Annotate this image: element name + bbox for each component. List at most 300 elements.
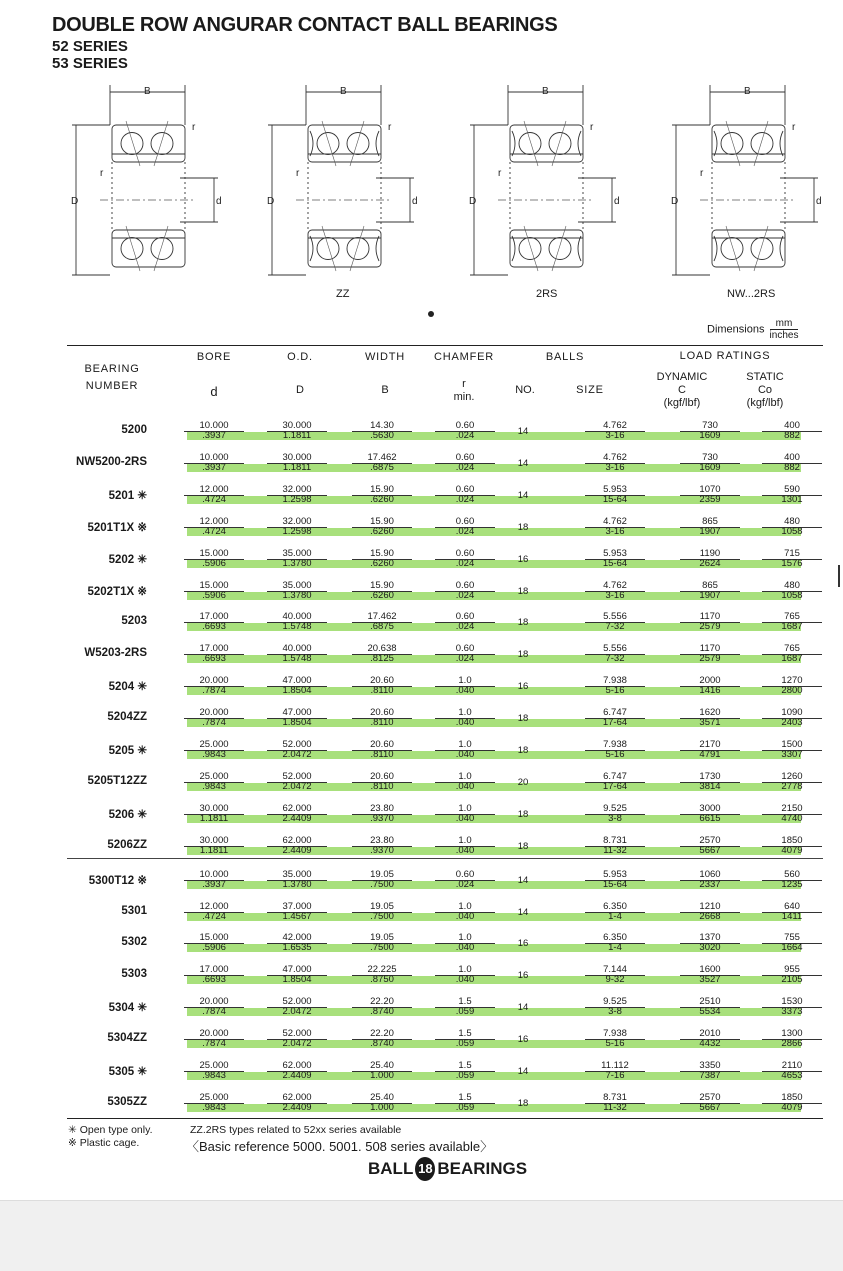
lower-contact-line-left	[524, 226, 538, 271]
chamfer-mm-value: 1.0	[435, 902, 495, 913]
width-inch-value: .7500	[370, 910, 394, 922]
upper-ball-left	[121, 133, 143, 155]
dyn-mm-value: 2570	[680, 1093, 740, 1104]
width-mm-value: 15.90	[352, 485, 412, 496]
sta-mm-value: 765	[762, 612, 822, 623]
bore-mm-value: 20.000	[184, 1029, 244, 1040]
bearing-number: 5302	[121, 936, 147, 949]
diagram-caption-zz: ZZ	[336, 288, 350, 300]
chamfer-inch-value: .059	[455, 1101, 475, 1113]
dyn-mm-value: 730	[680, 421, 740, 432]
od-inch-value: 1.2598	[282, 525, 312, 537]
dyn-mm-value: 1620	[680, 708, 740, 719]
col-header-size: SIZE	[576, 384, 604, 396]
units-fraction	[770, 318, 799, 341]
table-row	[67, 799, 823, 831]
bore-mm-value: 20.000	[184, 708, 244, 719]
lower-shield-left	[310, 236, 313, 261]
dyn-inch-value: 1907	[699, 589, 721, 601]
width-mm-value: 19.05	[352, 902, 412, 913]
od-mm-value: 62.000	[267, 1061, 327, 1072]
bearing-number: 5206ZZ	[107, 838, 147, 851]
size-inch-value: 1-4	[608, 910, 622, 922]
sta-inch-value: 4653	[781, 1070, 803, 1081]
lower-ball-right	[549, 238, 571, 260]
chamfer-mm-value: 1.0	[435, 676, 495, 687]
dyn-mm-value: 1170	[680, 612, 740, 623]
size-mm-value: 4.762	[585, 517, 645, 528]
ball-count: 14	[517, 489, 529, 501]
chamfer-r-label-side: r	[100, 168, 104, 179]
od-mm-value: 35.000	[267, 549, 327, 560]
size-mm-value: 5.556	[585, 644, 645, 655]
sta-mm-value: 1260	[762, 772, 822, 783]
chamfer-inch-value: .040	[455, 812, 475, 824]
d-inner-label: d	[816, 196, 822, 207]
bearing-number: 5205T12ZZ	[87, 774, 147, 787]
bearing-number: 5200	[121, 424, 147, 436]
width-mm-value: 20.60	[352, 772, 412, 783]
od-inch-value: 1.1811	[282, 461, 312, 473]
size-mm-value: 4.762	[585, 581, 645, 592]
chamfer-mm-value: 1.5	[435, 1029, 495, 1040]
size-mm-value: 5.953	[585, 870, 645, 881]
lower-contact-line-right	[754, 226, 768, 271]
width-mm-value: 17.462	[352, 612, 412, 623]
od-mm-value: 47.000	[267, 708, 327, 719]
chamfer-inch-value: .040	[455, 749, 475, 760]
size-mm-value: 9.525	[585, 804, 645, 815]
bore-inch-value: .6693	[202, 653, 226, 665]
size-inch-value: 17-64	[602, 717, 628, 729]
upper-contact-line-left	[726, 121, 740, 166]
upper-shield-left	[310, 131, 313, 156]
bearing-number: NW5200-2RS	[76, 455, 147, 468]
chamfer-r-label-side: r	[296, 168, 300, 179]
od-inch-value: 1.3780	[282, 589, 312, 601]
od-inch-value: 1.3780	[282, 878, 312, 890]
size-mm-value: 7.144	[585, 965, 645, 976]
chamfer-inch-value: .024	[455, 878, 475, 890]
od-mm-value: 40.000	[267, 612, 327, 623]
bore-mm-value: 17.000	[184, 612, 244, 623]
chamfer-mm-value: 0.60	[435, 549, 495, 560]
chamfer-mm-value: 1.5	[435, 1093, 495, 1104]
bore-inch-value: .7874	[202, 685, 226, 697]
chamfer-inch-value: .040	[455, 974, 475, 986]
sta-inch-value: 2800	[781, 685, 803, 697]
size-inch-value: 7-32	[605, 621, 625, 633]
lower-shield-right	[780, 236, 783, 261]
width-inch-value: .7500	[370, 878, 394, 890]
bearing-number: 5203	[121, 615, 147, 628]
width-inch-value: .6875	[370, 461, 394, 473]
sta-inch-value: 882	[784, 430, 800, 441]
chamfer-r-label-side: r	[700, 168, 704, 179]
width-inch-value: .8110	[370, 685, 394, 697]
b-label: B	[340, 86, 347, 97]
bore-inch-value: .9843	[202, 780, 226, 792]
table-row	[67, 865, 823, 897]
table-row	[67, 928, 823, 960]
sta-mm-value: 765	[762, 644, 822, 655]
col-header-balls: BALLS	[545, 351, 585, 363]
ball-count: 16	[517, 553, 529, 565]
brand-right-text: BEARINGS	[437, 1159, 528, 1178]
bearing-number: 5303	[121, 968, 147, 981]
sta-mm-value: 1500	[762, 740, 822, 751]
size-mm-value: 7.938	[585, 740, 645, 751]
sta-mm-value: 560	[762, 870, 822, 881]
col-header-static: STATIC	[746, 371, 784, 383]
ball-count: 18	[517, 521, 529, 533]
size-inch-value: 5-16	[605, 685, 625, 697]
dyn-mm-value: 1070	[680, 485, 740, 496]
ball-count: 14	[517, 1066, 529, 1077]
size-inch-value: 3-16	[605, 589, 625, 601]
bore-mm-value: 12.000	[184, 902, 244, 913]
brand-footer	[368, 1157, 527, 1181]
chamfer-mm-value: 0.60	[435, 644, 495, 655]
col-unit-dynamic: (kgf/lbf)	[663, 397, 701, 409]
size-mm-value: 8.731	[585, 1093, 645, 1104]
table-row	[67, 897, 823, 929]
dimensions-legend	[707, 318, 798, 341]
ball-count: 18	[517, 585, 529, 597]
sta-inch-value: 2866	[781, 1038, 803, 1050]
width-inch-value: .6260	[370, 589, 394, 601]
size-mm-value: 7.938	[585, 676, 645, 687]
width-mm-value: 20.60	[352, 708, 412, 719]
width-inch-value: .9370	[370, 844, 394, 856]
upper-ball-right	[151, 133, 173, 155]
dyn-mm-value: 1730	[680, 772, 740, 783]
bore-mm-value: 17.000	[184, 965, 244, 976]
size-inch-value: 11-32	[603, 1101, 627, 1113]
chamfer-mm-value: 0.60	[435, 485, 495, 496]
lower-shield-left	[512, 236, 515, 261]
width-inch-value: .6875	[370, 621, 394, 633]
width-inch-value: .6260	[370, 557, 394, 569]
chamfer-r-label-side: r	[498, 168, 502, 179]
table-row	[67, 607, 823, 639]
sta-mm-value: 400	[762, 421, 822, 432]
d-outer-label: D	[267, 196, 275, 207]
chamfer-inch-value: .024	[455, 493, 475, 505]
sta-inch-value: 4079	[781, 1101, 803, 1113]
width-inch-value: 1.000	[370, 1070, 394, 1081]
width-mm-value: 25.40	[352, 1061, 412, 1072]
table-row	[67, 1024, 823, 1056]
size-inch-value: 7-32	[605, 653, 625, 665]
upper-contact-line-right	[350, 121, 364, 166]
width-mm-value: 15.90	[352, 581, 412, 592]
bore-inch-value: .7874	[202, 1006, 226, 1018]
od-inch-value: 1.5748	[282, 653, 312, 665]
lower-ball-right	[751, 238, 773, 260]
sta-inch-value: 1058	[781, 525, 803, 537]
chamfer-inch-value: .024	[455, 589, 475, 601]
chamfer-mm-value: 0.60	[435, 581, 495, 592]
dyn-mm-value: 2510	[680, 997, 740, 1008]
chamfer-inch-value: .024	[455, 621, 475, 633]
chamfer-inch-value: .059	[455, 1070, 475, 1081]
dyn-inch-value: 1609	[699, 461, 721, 473]
table-row	[67, 671, 823, 703]
size-mm-value: 9.525	[585, 997, 645, 1008]
dyn-inch-value: 3571	[699, 717, 721, 729]
dyn-mm-value: 3350	[680, 1061, 740, 1072]
ball-count: 18	[517, 649, 529, 661]
dyn-inch-value: 5667	[699, 1101, 721, 1113]
od-mm-value: 32.000	[267, 485, 327, 496]
bore-mm-value: 25.000	[184, 1061, 244, 1072]
lower-ring-section	[112, 230, 185, 267]
dyn-inch-value: 2337	[699, 878, 721, 890]
upper-shield-right	[780, 131, 783, 156]
dyn-mm-value: 1210	[680, 902, 740, 913]
col-header-od: O.D.	[287, 351, 313, 363]
chamfer-inch-value: .024	[455, 653, 475, 665]
size-mm-value: 8.731	[585, 836, 645, 847]
upper-shield-right	[578, 131, 581, 156]
lower-contact-line-right	[154, 226, 168, 271]
chamfer-inch-value: .040	[455, 780, 475, 792]
od-mm-value: 42.000	[267, 933, 327, 944]
upper-shield-right	[376, 131, 379, 156]
dyn-mm-value: 1170	[680, 644, 740, 655]
bearing-number: 5305 ✳	[108, 1066, 147, 1078]
col-header-load: LOAD RATINGS	[679, 350, 771, 362]
d-inner-label: d	[614, 196, 620, 207]
sta-inch-value: 1058	[781, 589, 803, 601]
bore-inch-value: .3937	[202, 878, 226, 890]
lower-ball-right	[347, 238, 369, 260]
bearing-diagram-nw2rs	[670, 80, 820, 280]
dyn-inch-value: 5667	[699, 844, 721, 856]
width-inch-value: .5630	[370, 430, 394, 441]
od-inch-value: 2.4409	[282, 812, 312, 824]
size-inch-value: 1-4	[608, 942, 622, 954]
width-mm-value: 15.90	[352, 517, 412, 528]
lower-contact-line-right	[350, 226, 364, 271]
diagram-caption-2rs: 2RS	[536, 288, 558, 300]
width-inch-value: .9370	[370, 812, 394, 824]
bore-mm-value: 15.000	[184, 581, 244, 592]
bore-mm-value: 25.000	[184, 740, 244, 751]
od-inch-value: 2.4409	[282, 1070, 312, 1081]
size-mm-value: 7.938	[585, 1029, 645, 1040]
table-row	[67, 960, 823, 992]
od-inch-value: 2.0472	[282, 780, 312, 792]
dyn-inch-value: 3020	[699, 942, 721, 954]
od-inch-value: 1.3780	[282, 557, 312, 569]
width-mm-value: 22.20	[352, 997, 412, 1008]
size-inch-value: 5-16	[605, 749, 625, 760]
od-mm-value: 47.000	[267, 676, 327, 687]
col-header-bearing: BEARING	[84, 363, 140, 375]
bore-inch-value: .9843	[202, 749, 226, 760]
table-row	[67, 831, 823, 863]
upper-ring-section	[510, 125, 583, 162]
col-header-dynamic: DYNAMIC	[656, 371, 708, 383]
ball-count: 18	[517, 617, 529, 629]
dyn-inch-value: 5534	[699, 1006, 721, 1018]
col-sym-chamfer: r	[462, 378, 466, 390]
chamfer-inch-value: .059	[455, 1006, 475, 1018]
lower-contact-line-left	[126, 226, 140, 271]
dot-mark	[428, 311, 434, 317]
chamfer-mm-value: 0.60	[435, 870, 495, 881]
chamfer-mm-value: 0.60	[435, 517, 495, 528]
bore-inch-value: .5906	[202, 942, 226, 954]
upper-ball-left	[519, 133, 541, 155]
width-mm-value: 20.60	[352, 676, 412, 687]
width-mm-value: 17.462	[352, 453, 412, 464]
upper-shield-left	[714, 131, 717, 156]
od-inch-value: 2.0472	[282, 1038, 312, 1050]
size-inch-value: 15-64	[602, 878, 628, 890]
sta-mm-value: 1270	[762, 676, 822, 687]
ball-count: 16	[517, 970, 529, 982]
chamfer-inch-value: .024	[455, 557, 475, 569]
page-bottom-margin	[0, 1200, 843, 1271]
od-mm-value: 35.000	[267, 870, 327, 881]
size-inch-value: 5-16	[605, 1038, 625, 1050]
width-inch-value: .8740	[370, 1038, 394, 1050]
dyn-mm-value: 1600	[680, 965, 740, 976]
lower-ball-right	[151, 238, 173, 260]
size-inch-value: 3-8	[608, 812, 622, 824]
col-sym-bore: d	[210, 384, 218, 399]
sta-inch-value: 4079	[781, 844, 803, 856]
od-inch-value: 1.6535	[282, 942, 312, 954]
unit-mm: mm	[770, 318, 799, 330]
sta-inch-value: 2778	[781, 780, 803, 792]
od-mm-value: 52.000	[267, 772, 327, 783]
bearing-number: 5300T12 ※	[88, 874, 147, 887]
bore-mm-value: 30.000	[184, 804, 244, 815]
sta-inch-value: 3307	[781, 749, 803, 760]
ball-count: 18	[517, 713, 529, 725]
lower-contact-line-right	[552, 226, 566, 271]
chamfer-inch-value: .040	[455, 942, 475, 954]
upper-contact-line-right	[552, 121, 566, 166]
chamfer-mm-value: 0.60	[435, 453, 495, 464]
dyn-inch-value: 2668	[699, 910, 721, 922]
bore-inch-value: .4724	[202, 525, 226, 537]
bearing-number: 5301	[121, 904, 147, 917]
d-inner-label: d	[216, 196, 222, 207]
upper-contact-line-left	[524, 121, 538, 166]
bearing-number: 5202T1X ※	[87, 585, 147, 598]
od-inch-value: 1.4567	[282, 910, 312, 922]
chamfer-inch-value: .040	[455, 685, 475, 697]
sta-mm-value: 1090	[762, 708, 822, 719]
od-mm-value: 47.000	[267, 965, 327, 976]
chamfer-mm-value: 1.0	[435, 965, 495, 976]
size-mm-value: 4.762	[585, 453, 645, 464]
page-title: DOUBLE ROW ANGURAR CONTACT BALL BEARINGS	[52, 14, 558, 36]
table-row	[67, 512, 823, 544]
bore-mm-value: 10.000	[184, 421, 244, 432]
width-inch-value: 1.000	[370, 1101, 394, 1113]
series-label-53: 53 SERIES	[52, 55, 128, 72]
unit-inches: inches	[769, 330, 799, 341]
size-mm-value: 11.112	[585, 1061, 645, 1072]
bearing-number: W5203-2RS	[84, 647, 147, 660]
width-mm-value: 22.225	[352, 965, 412, 976]
sta-inch-value: 4740	[781, 812, 803, 824]
dyn-inch-value: 3527	[699, 974, 721, 986]
size-mm-value: 5.953	[585, 549, 645, 560]
chamfer-r-label-top: r	[792, 122, 796, 133]
table-row	[67, 1056, 823, 1088]
sta-mm-value: 1850	[762, 1093, 822, 1104]
col-chamfer-min: min.	[453, 391, 475, 403]
lower-shield-right	[578, 236, 581, 261]
width-inch-value: .6260	[370, 493, 394, 505]
bearing-number: 5206 ✳	[108, 808, 147, 821]
upper-ball-left	[317, 133, 339, 155]
series-label-52: 52 SERIES	[52, 38, 128, 55]
od-inch-value: 1.1811	[282, 430, 312, 441]
bore-mm-value: 12.000	[184, 517, 244, 528]
od-inch-value: 2.0472	[282, 749, 312, 760]
od-mm-value: 30.000	[267, 421, 327, 432]
sta-inch-value: 2403	[781, 717, 803, 729]
size-inch-value: 11-32	[603, 844, 627, 856]
ball-count: 14	[517, 457, 529, 469]
od-mm-value: 62.000	[267, 804, 327, 815]
width-mm-value: 22.20	[352, 1029, 412, 1040]
bearing-diagram-2rs	[468, 80, 618, 280]
bore-inch-value: .4724	[202, 493, 226, 505]
width-inch-value: .7500	[370, 942, 394, 954]
table-row	[67, 448, 823, 480]
sta-mm-value: 640	[762, 902, 822, 913]
col-unit-static: (kgf/lbf)	[746, 397, 784, 409]
size-mm-value: 6.747	[585, 708, 645, 719]
sta-inch-value: 1664	[781, 942, 803, 954]
lower-shield-right	[376, 236, 379, 261]
sta-inch-value: 3373	[781, 1006, 803, 1018]
dyn-inch-value: 1416	[699, 685, 721, 697]
width-inch-value: .8740	[370, 1006, 394, 1018]
ball-count: 14	[517, 906, 529, 918]
od-inch-value: 2.4409	[282, 1101, 312, 1113]
lower-ring-section	[308, 230, 381, 267]
bore-mm-value: 15.000	[184, 549, 244, 560]
size-inch-value: 3-16	[605, 525, 625, 537]
dyn-inch-value: 1609	[699, 430, 721, 441]
chamfer-mm-value: 0.60	[435, 612, 495, 623]
size-mm-value: 5.556	[585, 612, 645, 623]
size-mm-value: 6.747	[585, 772, 645, 783]
bore-inch-value: .3937	[202, 461, 226, 473]
size-inch-value: 17-64	[602, 780, 628, 792]
bore-mm-value: 17.000	[184, 644, 244, 655]
od-mm-value: 32.000	[267, 517, 327, 528]
dyn-inch-value: 3814	[699, 780, 721, 792]
chamfer-mm-value: 1.0	[435, 836, 495, 847]
ball-count: 14	[517, 874, 529, 886]
scan-edge-mark	[838, 565, 840, 587]
bearing-diagram-zz	[266, 80, 416, 280]
table-row	[67, 992, 823, 1024]
size-inch-value: 3-16	[605, 430, 625, 441]
lower-ring-section	[510, 230, 583, 267]
